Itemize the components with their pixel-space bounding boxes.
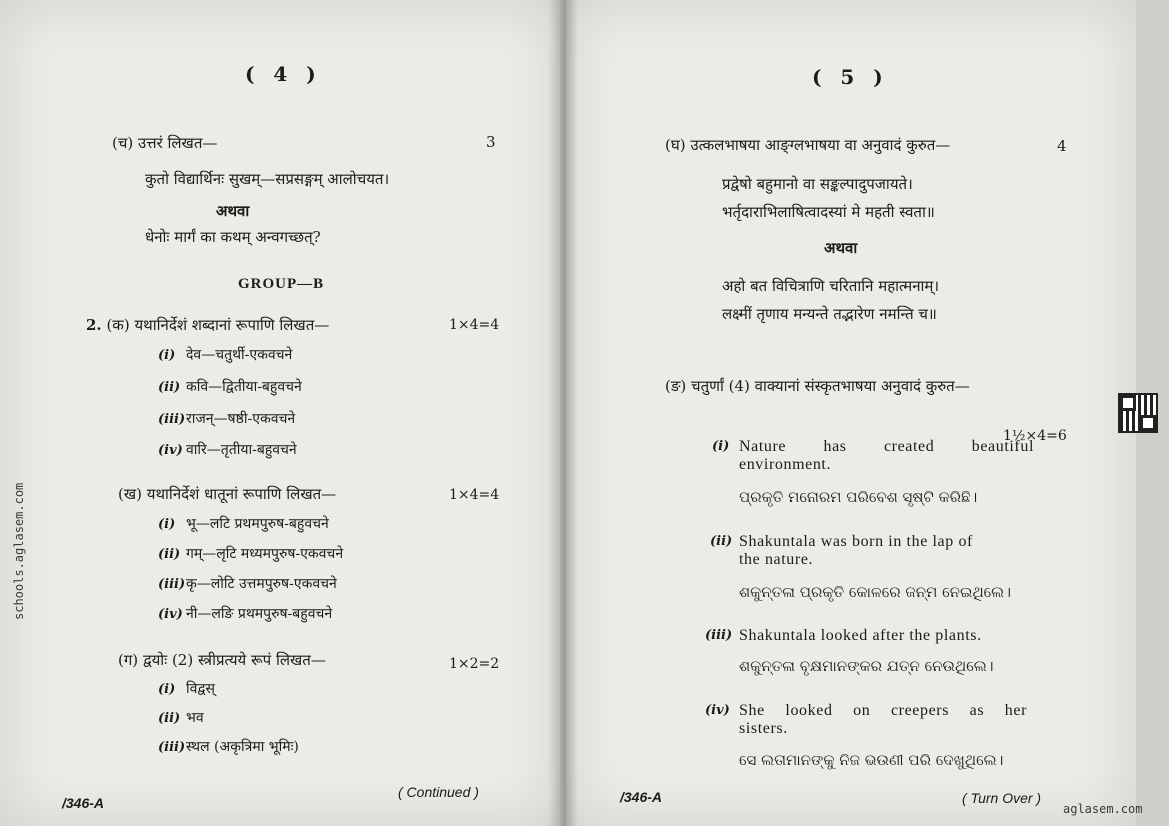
q-gha-heading	[665, 135, 950, 155]
item-number: (iii)	[705, 628, 733, 643]
q1-ch-line1: कुतो विद्यार्थिनः सुखम्—सप्रसङ्गम् आलोचयत।	[145, 170, 390, 188]
item-number: (iii)	[158, 740, 186, 755]
book-spine	[548, 0, 578, 826]
q2-ka-label: (क)	[106, 316, 130, 334]
item-number: (iii)	[158, 577, 186, 592]
q-gha-line2: भर्तृदाराभिलाषित्वादस्यां मे महती स्वता॥	[722, 203, 935, 221]
english-sentence-line1: Shakuntala was born in the lap of	[739, 533, 973, 550]
item-number: (ii)	[158, 711, 181, 726]
q2-ga-item	[158, 737, 299, 756]
item-number: (iii)	[158, 412, 186, 427]
q1-ch-heading	[112, 133, 217, 153]
english-sentence-line1: Nature has created beautiful	[739, 438, 1034, 455]
q-gha-or: अथवा	[824, 239, 858, 257]
q-gha-marks: 4	[1057, 137, 1067, 155]
q2-ga-label: (ग)	[118, 651, 139, 669]
q2-ka-item	[158, 345, 292, 364]
item-text: स्थल (अकृत्रिमा भूमिः)	[186, 739, 299, 755]
item-number: (ii)	[710, 534, 733, 549]
q2-kha-instruction: यथानिर्देशं धातूनां रूपाणि लिखत—	[146, 485, 337, 503]
item-number: (iv)	[158, 443, 183, 458]
item-text: राजन्—षष्ठी-एकवचने	[186, 411, 296, 427]
q2-kha-item	[158, 544, 343, 563]
q-nga-label: (ङ)	[665, 377, 687, 395]
translation-item	[710, 533, 1034, 569]
odia-sentence: ସେ ଲତାମାନଙ୍କୁ ନିଜ ଭଉଣୀ ପରି ଦେଖୁଥିଲେ।	[739, 751, 1004, 769]
q2-ka-heading	[86, 315, 329, 335]
item-text: कृ—लोटि उत्तमपुरुष-एकवचने	[186, 576, 337, 592]
q2-ka-item	[158, 440, 297, 459]
q1-ch-line2: धेनोः मार्गं का कथम् अन्वगच्छत्?	[145, 228, 321, 246]
q-gha-line3: अहो बत विचित्राणि चरितानि महात्मनाम्।	[722, 277, 940, 295]
q2-kha-item	[158, 574, 337, 593]
group-b-title: GROUP—B	[238, 276, 325, 292]
q2-kha-label: (ख)	[118, 485, 142, 503]
item-number: (i)	[712, 439, 730, 454]
english-sentence-line1: Shakuntala looked after the plants.	[739, 627, 982, 644]
right-page-number: ( 5 )	[812, 65, 889, 89]
q2-ka-item	[158, 377, 302, 396]
q-nga-instruction: चतुर्णां (4) वाक्यानां संस्कृतभाषया अनुवादं कुरुत—	[691, 377, 970, 395]
q-gha-instruction: उत्कलभाषया आङ्ग्लभाषया वा अनुवादं कुरुत—	[690, 136, 951, 154]
q2-ka-marks: 1×4=4	[449, 317, 500, 333]
item-text: विद्वस्	[186, 681, 215, 697]
left-paper-code: /346-A	[62, 795, 105, 811]
q2-kha-marks: 1×4=4	[449, 487, 500, 503]
item-number: (i)	[158, 682, 176, 697]
item-text: गम्—लृटि मध्यमपुरुष-एकवचने	[186, 546, 344, 562]
qr-code-icon	[1120, 395, 1156, 431]
odia-sentence: ପ୍ରକୃତି ମନୋରମ ପରିବେଶ ସୃଷ୍ଟି କରିଛି।	[739, 488, 978, 506]
turn-over-note: ( Turn Over )	[962, 790, 1042, 806]
english-sentence-line2: sisters.	[739, 720, 788, 737]
odia-sentence: ଶକୁନ୍ତଳା ପ୍ରକୃତି କୋଳରେ ଜନ୍ମ ନେଇଥିଲେ।	[739, 583, 1011, 601]
item-number: (i)	[158, 517, 176, 532]
q1-ch-or: अथवा	[216, 202, 250, 220]
q2-ga-item	[158, 679, 215, 698]
q2-ga-heading	[118, 650, 326, 670]
english-sentence-line2: environment.	[739, 456, 832, 473]
english-sentence-line1: She looked on creepers as her	[739, 702, 1027, 719]
translation-item	[705, 627, 982, 645]
translation-item	[705, 702, 1027, 738]
q2-kha-heading	[118, 484, 336, 504]
left-page-number: ( 4 )	[245, 62, 322, 86]
q2-ga-marks: 1×2=2	[449, 656, 500, 672]
item-number: (iv)	[705, 703, 730, 718]
item-text: भव	[186, 710, 204, 726]
item-number: (ii)	[158, 380, 181, 395]
odia-sentence: ଶକୁନ୍ତଳା ବୃକ୍ଷମାନଙ୍କର ଯତ୍ନ ନେଉଥିଲେ।	[739, 657, 994, 675]
item-text: कवि—द्वितीया-बहुवचने	[186, 379, 302, 395]
q2-ka-instruction: यथानिर्देशं शब्दानां रूपाणि लिखत—	[134, 316, 330, 334]
vertical-watermark: schools.aglasem.com	[12, 482, 26, 620]
q1-ch-marks: 3	[486, 133, 496, 151]
item-text: भू—लटि प्रथमपुरुष-बहुवचने	[186, 516, 329, 532]
item-text: देव—चतुर्थी-एकवचने	[186, 347, 293, 363]
translation-item	[712, 438, 1034, 474]
english-sentence-line2: the nature.	[739, 551, 814, 568]
q-nga-marks: 1½×4=6	[1003, 428, 1067, 444]
q-nga-heading	[665, 376, 970, 396]
right-paper-code: /346-A	[620, 789, 663, 805]
item-text: नी—लङि प्रथमपुरुष-बहुवचने	[186, 606, 333, 622]
q1-ch-label: (च)	[112, 134, 134, 152]
q2-kha-item	[158, 514, 329, 533]
q2-kha-item	[158, 604, 332, 623]
q2-ga-item	[158, 708, 204, 727]
q-gha-line4: लक्ष्मीं तृणाय मन्यन्ते तद्भारेण नमन्ति च॥	[722, 305, 937, 323]
q2-ka-item	[158, 409, 295, 428]
q1-ch-instruction: उत्तरं लिखत—	[138, 134, 218, 152]
item-number: (ii)	[158, 547, 181, 562]
q2-ga-instruction: द्वयोः (2) स्त्रीप्रत्यये रूपं लिखत—	[142, 651, 326, 669]
continued-note: ( Continued )	[398, 784, 479, 800]
q2-number: 2.	[86, 316, 102, 334]
item-number: (iv)	[158, 607, 183, 622]
q-gha-label: (घ)	[665, 136, 686, 154]
item-text: वारि—तृतीया-बहुवचने	[186, 442, 297, 458]
bottom-watermark: aglasem.com	[1063, 802, 1143, 816]
item-number: (i)	[158, 348, 176, 363]
q-gha-line1: प्रद्वेषो बहुमानो वा सङ्कल्पादुपजायते।	[722, 175, 913, 193]
